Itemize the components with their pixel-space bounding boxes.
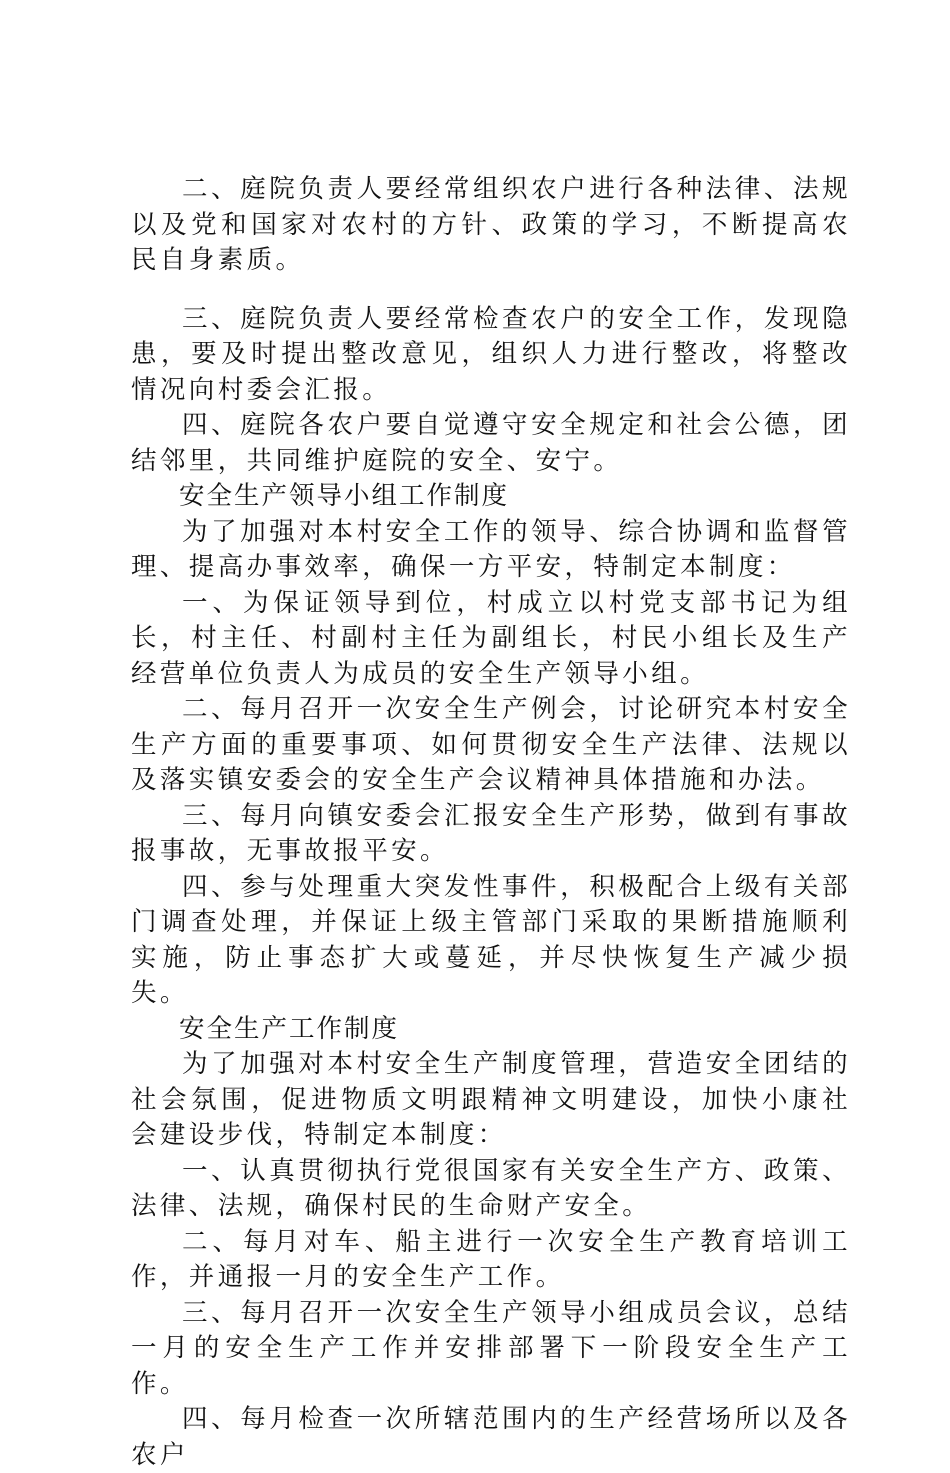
paragraph-safety-intro: 为了加强对本村安全生产制度管理，营造安全团结的社会氛围，促进物质文明跟精神文明建设，加快小康社会建设步伐，特制定本制度：: [131, 1049, 851, 1150]
paragraph-safety-4: 四、每月检查一次所辖范围内的生产经营场所以及各农户: [131, 1404, 851, 1470]
paragraph-leadership-4: 四、参与处理重大突发性事件，积极配合上级有关部门调查处理，并保证上级主管部门采取的果断措施顺利实施，防止事态扩大或蔓延，并尽快恢复生产减少损失。: [131, 871, 851, 1008]
paragraph-leadership-1: 一、为保证领导到位，村成立以村党支部书记为组长，村主任、村副村主任为副组长，村民小组长及生产经营单位负责人为成员的安全生产领导小组。: [131, 587, 851, 689]
section-heading-leadership-group: 安全生产领导小组工作制度: [179, 481, 510, 511]
document-body: [131, 172, 851, 1473]
paragraph-courtyard-2: 二、庭院负责人要经常组织农户进行各种法律、法规以及党和国家对农村的方针、政策的学习，不断提高农民自身素质。: [131, 174, 851, 275]
paragraph-leadership-2: 二、每月召开一次安全生产例会，讨论研究本村安全生产方面的重要事项、如何贯彻安全生产法律、法规以及落实镇安委会的安全生产会议精神具体措施和办法。: [131, 694, 851, 795]
paragraph-safety-2: 二、每月对车、船主进行一次安全生产教育培训工作，并通报一月的安全生产工作。: [131, 1226, 851, 1292]
paragraph-courtyard-4: 四、庭院各农户要自觉遵守安全规定和社会公德，团结邻里，共同维护庭院的安全、安宁。: [131, 410, 851, 476]
section-heading-safety-work: 安全生产工作制度: [179, 1013, 400, 1044]
paragraph-leadership-intro: 为了加强对本村安全工作的领导、综合协调和监督管理、提高办事效率，确保一方平安，特制定本制度：: [131, 516, 851, 582]
paragraph-courtyard-3: 三、庭院负责人要经常检查农户的安全工作，发现隐患，要及时提出整改意见，组织人力进行整改，将整改情况向村委会汇报。: [131, 303, 851, 405]
paragraph-leadership-3: 三、每月向镇安委会汇报安全生产形势，做到有事故报事故，无事故报平安。: [131, 800, 851, 866]
paragraph-safety-1: 一、认真贯彻执行党很国家有关安全生产方、政策、法律、法规，确保村民的生命财产安全。: [131, 1155, 851, 1221]
paragraph-safety-3: 三、每月召开一次安全生产领导小组成员会议，总结一月的安全生产工作并安排部署下一阶段安全生产工作。: [131, 1297, 851, 1399]
